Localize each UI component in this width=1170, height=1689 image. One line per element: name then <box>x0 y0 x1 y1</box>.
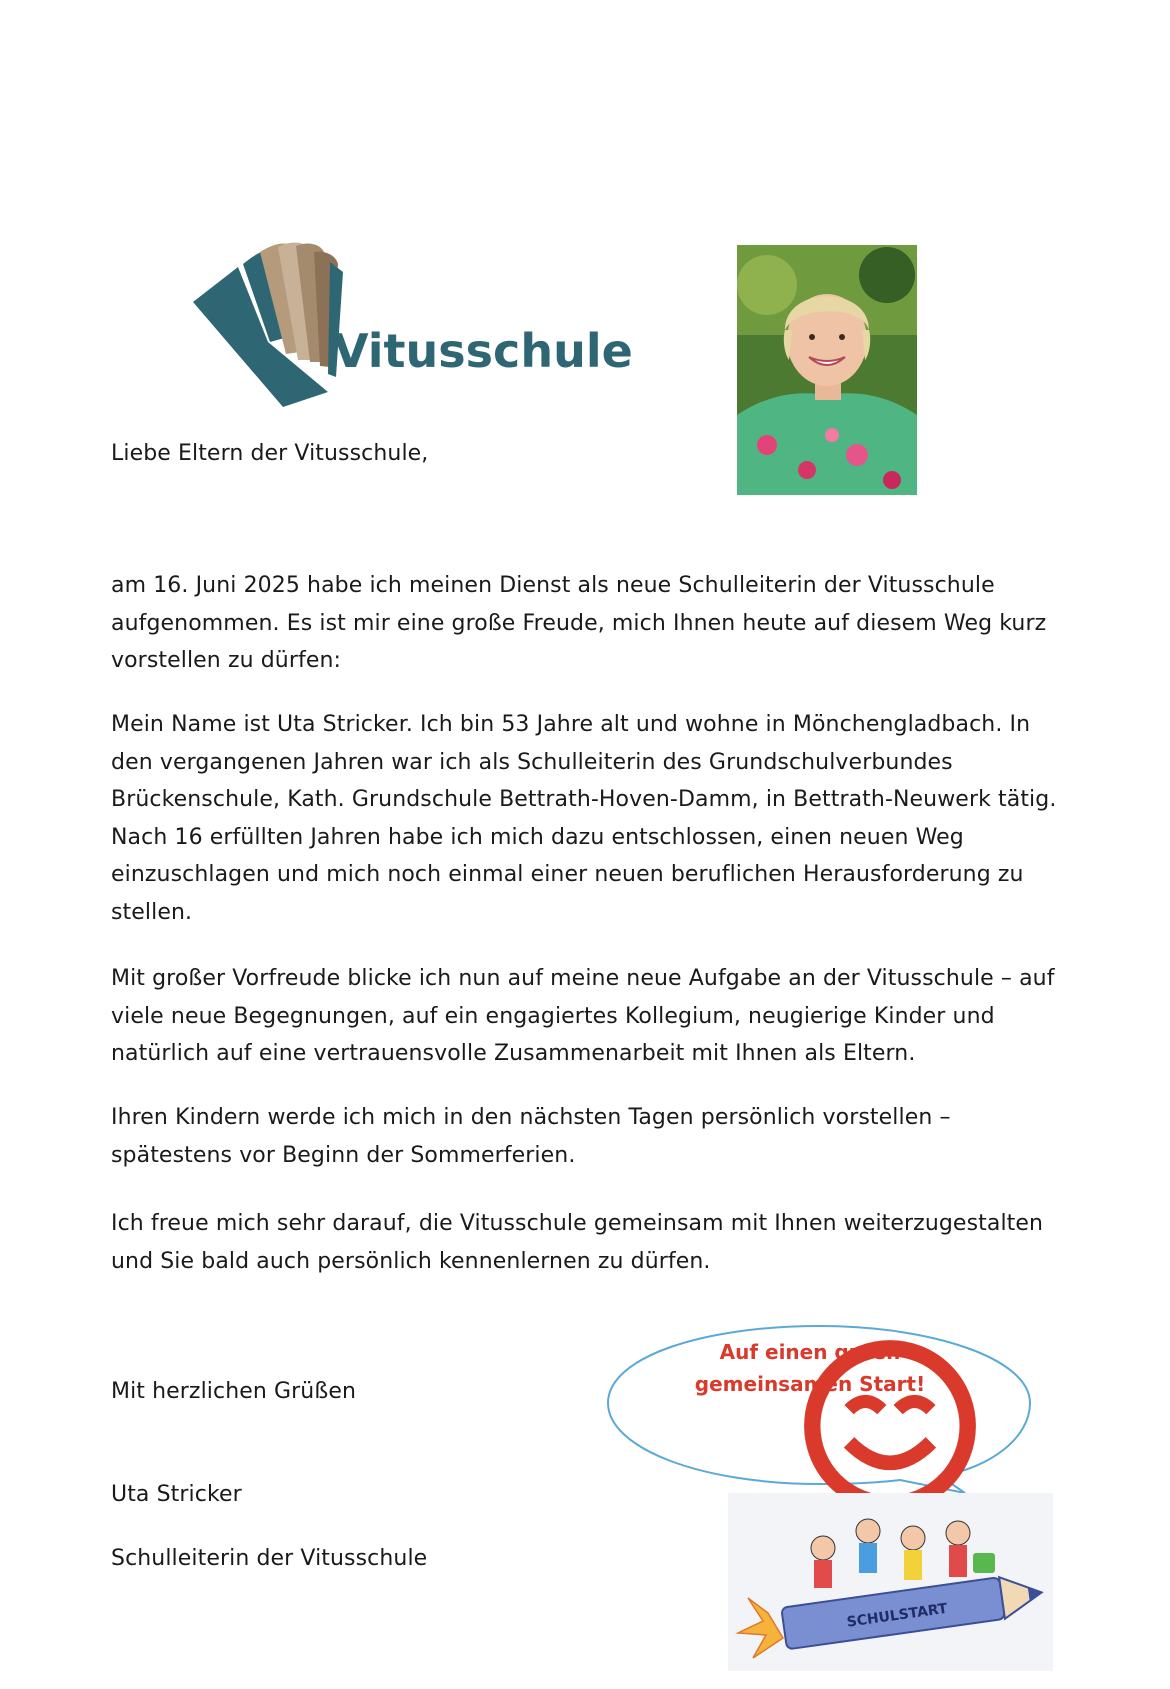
paragraph-closing-wish: Ich freue mich sehr darauf, die Vitusschule gemeinsam mit Ihnen weiterzugestalten und Sie bald auch persönlich kennenlernen zu dürfen. <box>111 1211 1044 1274</box>
signature-name: Uta Stricker <box>111 1482 242 1507</box>
letter-closing: Mit herzlichen Grüßen <box>111 1379 356 1404</box>
smiley-icon <box>670 1336 1110 1516</box>
schoolstart-clipart <box>728 1493 1053 1671</box>
paragraph-introduction: Mein Name ist Uta Stricker. Ich bin 53 Jahre alt und wohne in Mönchengladbach. In den vergangenen Jahren war ich als Schulleiterin des Grundschulverbundes Brückenschule, Kath. Grundschule Bettrath-Hoven-Damm, in Bettrath-Neuwerk tätig. Nach 16 erfüllten Jahren habe ich mich dazu entschlossen, einen neuen Weg einzuschlagen und mich noch einmal einer neuen beruflichen Herausforderung zu stellen. <box>111 712 1057 925</box>
portrait-photo <box>737 245 917 495</box>
letter-greeting: Liebe Eltern der Vitusschule, <box>111 441 429 466</box>
paragraph-anticipation: Mit großer Vorfreude blicke ich nun auf meine neue Aufgabe an der Vitusschule – auf viele neue Begegnungen, auf ein engagiertes Kollegium, neugierige Kinder und natürlich auf eine vertrauensvolle Zusammenarbeit mit Ihnen als Eltern. <box>111 966 1055 1066</box>
school-logo <box>188 242 633 412</box>
signature-role: Schulleiterin der Vitusschule <box>111 1546 428 1571</box>
bubble-line-1: Auf einen guten <box>719 1340 901 1364</box>
logo-text: Vitusschule <box>333 324 633 378</box>
speech-bubble <box>600 1318 1040 1498</box>
bubble-line-2: gemeinsamen Start! <box>694 1372 926 1396</box>
paragraph-start-date: am 16. Juni 2025 habe ich meinen Dienst als neue Schulleiterin der Vitusschule aufgenommen. Es ist mir eine große Freude, mich Ihnen heute auf diesem Weg kurz vorstellen zu dürfen: <box>111 573 1047 673</box>
bubble-message <box>660 1336 960 1400</box>
bubble-line-2-wrap <box>660 1368 960 1400</box>
paragraph-children: Ihren Kindern werde ich mich in den nächsten Tagen persönlich vorstellen – spätestens vor Beginn der Sommerferien. <box>111 1105 951 1168</box>
clipart-label: SCHULSTART <box>845 1600 949 1631</box>
